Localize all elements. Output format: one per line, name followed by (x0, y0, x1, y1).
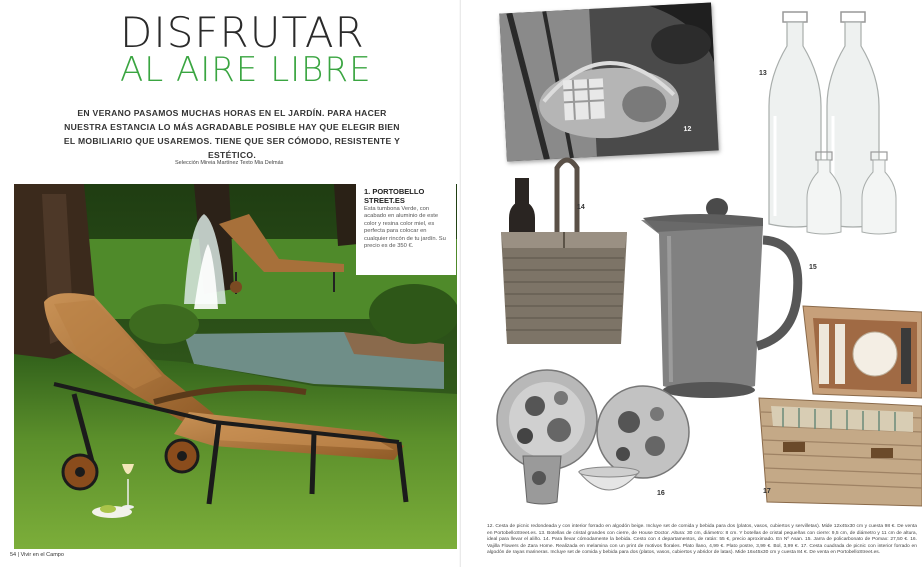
products-description: 12. Cesta de picnic redondeada y con interior forrado en algodón beige. Incluye set de comida y bebida para dos (platos, vasos, cubiertos y servilletas). Mide 12x45x30 cm y cuesta 98 €. De venta en PortobelloStreet.es. 13. Botellas de cristal grandes con cierre, de House Doctor. Altura: 30 cm, diámetro: 8 cm. Y botellas de cristal pequeñas con cierre: 9,5 cm, de diámetro y 11 cm de altura, ideal para llevar el aliño. 14. Para llevar cómodamente la bebida. Cesto con 4 departamentos, de ratán: 55 €, precio aproximado. En Nº Asan. 15. Jarra de policarbonato de Pomax: 27,50 €. 16. Vajilla Flowers de Zara Home. Realizada en melamina con un print de motivos florales. Plato llano, 4,99 €. Plato postre, 3,99 €. Bol, 3,99 €. 17. Cesta cuadrada de picnic con interior forrado en algodón de rayas marineras. Incluye set de comida y bebida para dos (platos, vasos, cubiertos y abridor de latas). Mide 16x45x30 cm y cuesta 84 €. De venta en PortobelloStreet.es. (487, 524, 917, 556)
rattan-carrier-image (497, 148, 633, 356)
right-page (461, 0, 922, 567)
folio: 54 | Vivir en el Campo (10, 552, 64, 558)
picnic-basket-image (499, 3, 718, 162)
credits-line: Selección Mireia Martínez Texto Mia Delmás (175, 160, 284, 166)
product-number-12: 12 (683, 125, 692, 134)
product-number-15: 15 (809, 264, 817, 271)
title-line-1: DISFRUTAR (120, 8, 365, 57)
product-number-17: 17 (763, 488, 771, 495)
product-number-13: 13 (759, 70, 767, 77)
floral-tableware-image (495, 360, 695, 508)
caption-text: Esta tumbona Verde, con acabado en aluminio de este color y resina color miel, es perfecta para colocar en cualquier rincón de tu jardín. Su precio es de 350 €. (364, 206, 446, 250)
product-1-caption (356, 183, 456, 275)
caption-number: 1. PORTOBELLO STREET.ES (364, 187, 425, 205)
product-17-picnic-hamper (753, 302, 922, 510)
picnic-hamper-image (753, 302, 922, 510)
title-line-2: AL AIRE LIBRE (120, 50, 372, 90)
intro-paragraph: EN VERANO PASAMOS MUCHAS HORAS EN EL JARDÍN. PARA HACER NUESTRA ESTANCIA LO MÁS AGRADABLE POSIBLE HAY QUE ELEGIR BIEN EL MOBILIARIO QUE USAREMOS. TIENE QUE SER CÓMODO, RESISTENTE Y ESTÉTICO. (63, 108, 401, 160)
product-16-floral-tableware (495, 360, 695, 508)
product-number-14: 14 (577, 204, 585, 211)
product-14-rattan-carrier (497, 148, 633, 356)
product-number-16: 16 (657, 490, 665, 497)
product-12-photo (499, 3, 718, 162)
